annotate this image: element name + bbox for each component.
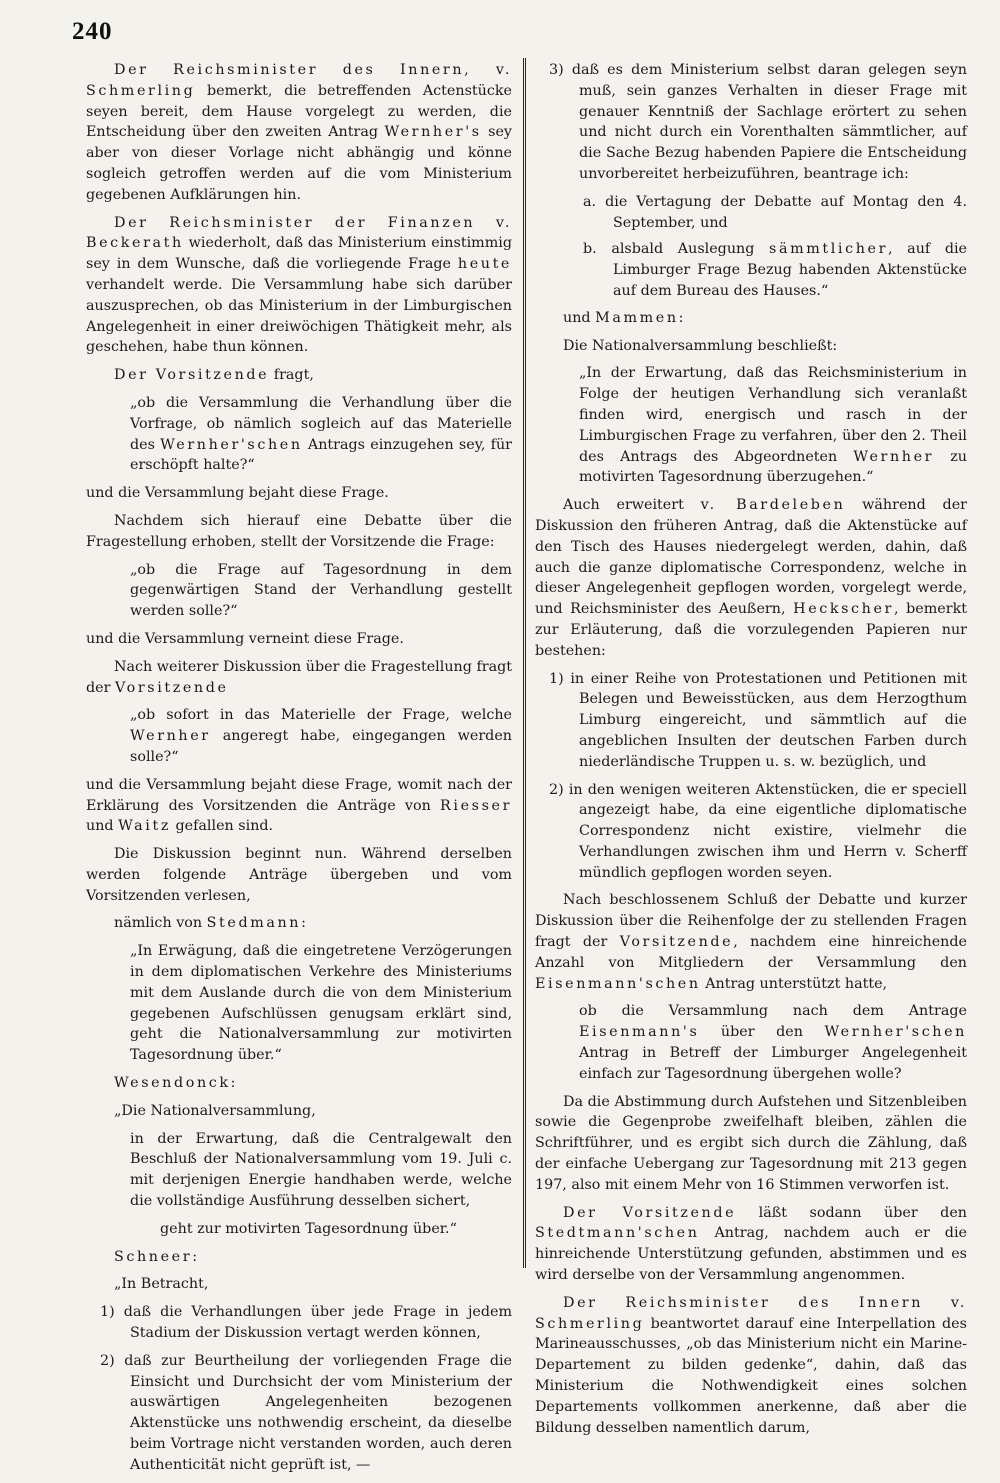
paragraph: und die Versammlung verneint diese Frage. bbox=[86, 630, 404, 647]
quotation: ob die Versammlung nach dem Antrage Eisenmann's über den Wernher'schen Antrag in Betreff der Limburger Angelegenheit einfach zur Tagesordnung übergehen wolle? bbox=[579, 1003, 967, 1082]
quotation: „ob die Frage auf Tagesordnung in dem gegenwärtigen Stand der Verhandlung gestellt werden solle?“ bbox=[130, 561, 512, 620]
paragraph: Wesendonck: bbox=[114, 1075, 236, 1092]
paragraph: Der Reichsminister des Innern v. Schmerling beantwortet darauf eine Interpellation des Marineausschusses, „ob das Ministerium nicht ein Marine-Departement zu bilden gedenke“, dahin, daß das Ministerium die Nothwendigkeit eines solchen Departements vollkommen anerkenne, daß aber die Bildung desselben namentlich darum, bbox=[535, 1294, 967, 1436]
quotation: „In Betracht, bbox=[114, 1276, 209, 1293]
paragraph: und Mammen: bbox=[563, 309, 684, 326]
paragraph: und die Versammlung bejaht diese Frage. bbox=[86, 485, 389, 502]
quotation: geht zur motivirten Tagesordnung über.“ bbox=[160, 1220, 457, 1237]
paragraph: Der Reichsminister der Finanzen v. Beckerath wiederholt, daß das Ministerium einstimmig sey in dem Wunsche, daß die vorliegende Frage heute verhandelt werde. Die Versammlung habe sich darüber auszusprechen, ob das Ministerium in der Limburgischen Angelegenheit in einer dreiwöchigen Thätigkeit mehr, als geschehen, habe thun können. bbox=[86, 214, 512, 356]
left-column bbox=[86, 60, 512, 1483]
paragraph: Der Vorsitzende läßt sodann über den Stedtmann'schen Antrag, nachdem auch er die hinreichende Unterstützung gefunden, abstimmen und es wird derselbe von der Versammlung angenommen. bbox=[535, 1204, 967, 1284]
quotation: „ob sofort in das Materielle der Frage, welche Wernher angeregt habe, eingegangen werden solle?“ bbox=[130, 707, 512, 765]
lettered-item: a. die Vertagung der Debatte auf Montag den 4. September, und bbox=[583, 193, 967, 231]
numbered-item: 2) daß zur Beurtheilung der vorliegenden Frage die Einsicht und Durchsicht der vom Ministerium der auswärtigen Angelegenheiten bezogenen Aktenstücke uns nothwendig erscheint, da dieselbe beim Vortrage nicht verstanden worden, auch deren Authenticität nicht geprüft ist, — bbox=[100, 1352, 513, 1473]
paragraph: nämlich von Stedmann: bbox=[114, 915, 306, 932]
paragraph: Da die Abstimmung durch Aufstehen und Sitzenbleiben sowie die Gegenprobe zweifelhaft bleiben, zählen die Schriftführer, und es ergibt sich durch die Zählung, daß der einfache Uebergang zur Tagesordnung mit 213 gegen 197, also mit einem Mehr von 16 Stimmen verworfen ist. bbox=[535, 1093, 967, 1193]
right-column bbox=[535, 60, 967, 1445]
quotation: „ob die Versammlung die Verhandlung über die Vorfrage, ob nämlich sogleich auf das Materielle des Wernher'schen Antrags einzugehen sey, für erschöpft halte?“ bbox=[130, 394, 512, 474]
paragraph: Auch erweitert v. Bardeleben während der Diskussion den früheren Antrag, daß die Aktenstücke auf den Tisch des Hauses niedergelegt werden, dahin, daß auch die ganze diplomatische Correspondenz, welche in dieser Angelegenheit gepflogen worden, vorgelegt werde, und Reichsminister des Aeußern, Heckscher, bemerkt zur Erläuterung, daß die vorzulegenden Papieren nur bestehen: bbox=[535, 497, 967, 659]
paragraph: Der Reichsminister des Innern, v. Schmerling bemerkt, die betreffenden Actenstücke seyen bereit, dem Hause vorgelegt zu werden, die Entscheidung über den zweiten Antrag Wernher's sey aber von dieser Vorlage nicht abhängig und könne sogleich getroffen werden auf die vom Ministerium gegebenen Aufklärungen hin. bbox=[86, 62, 513, 203]
numbered-item: 2) in den wenigen weiteren Aktenstücken, die er speciell angezeigt habe, da eine eigentliche diplomatische Correspondenz nicht existire, vielmehr die Verhandlungen zwischen ihm und Herrn v. Scherff mündlich gepflogen worden seyen. bbox=[549, 781, 967, 881]
numbered-item: 3) daß es dem Ministerium selbst daran gelegen seyn muß, sein ganzes Verhalten in dieser Frage mit genauer Kenntniß der Sachlage erörtert zu sehen und nicht durch ein Vorenthalten sämmtlicher, auf die Sache Bezug habenden Papiere die Entscheidung unvorbereitet herbeizuführen, beantrage ich: bbox=[549, 62, 968, 182]
quotation: „Die Nationalversammlung, bbox=[114, 1102, 316, 1119]
paragraph: und die Versammlung bejaht diese Frage, womit nach der Erklärung des Vorsitzenden die Anträge von Riesser und Waitz gefallen sind. bbox=[86, 776, 512, 835]
paragraph: Nach weiterer Diskussion über die Fragestellung fragt der Vorsitzende bbox=[86, 658, 512, 696]
lettered-item: b. alsbald Auslegung sämmtlicher, auf die Limburger Frage Bezug habenden Aktenstücke auf dem Bureau des Hauses.“ bbox=[583, 241, 968, 299]
quotation: „In Erwägung, daß die eingetretene Verzögerungen in dem diplomatischen Verkehre des Ministeriums mit dem Auslande durch die von dem Ministerium gegebenen Aufschlüssen genugsam erklärt sind, geht die Nationalversammlung zur motivirten Tagesordnung über.“ bbox=[130, 943, 512, 1064]
paragraph: Der Vorsitzende fragt, bbox=[114, 367, 314, 384]
paragraph: Nach beschlossenem Schluß der Debatte und kurzer Diskussion über die Reihenfolge der zu stellenden Fragen fragt der Vorsitzende, nachdem eine hinreichende Anzahl von Mitgliedern der Versammlung den Eisenmann'schen Antrag unterstützt hatte, bbox=[535, 892, 967, 992]
paragraph: Die Nationalversammlung beschließt: bbox=[563, 337, 838, 354]
column-divider bbox=[523, 58, 526, 1268]
numbered-item: 1) daß die Verhandlungen über jede Frage in jedem Stadium der Diskussion vertagt werden können, bbox=[100, 1304, 513, 1342]
quotation: in der Erwartung, daß die Centralgewalt den Beschluß der Nationalversammlung vom 19. Juli c. mit derjenigen Energie handhaben werde, welche die vollständige Ausführung desselben sichert, bbox=[130, 1130, 512, 1210]
quotation: „In der Erwartung, daß das Reichsministerium in Folge der heutigen Verhandlung sich veranlaßt finden wird, energisch und rasch in der Limburgischen Frage zu verfahren, über den 2. Theil des Antrags des Abgeordneten Wernher zu motivirten Tagesordnung überzugehen.“ bbox=[579, 365, 967, 486]
numbered-item: 1) in einer Reihe von Protestationen und Petitionen mit Belegen und Beweisstücken, aus dem Herzogthum Limburg eingereicht, und sämmtlich auf die angeblichen Insulten der deutschen Farben durch niederländische Truppen u. s. w. bezüglich, und bbox=[549, 670, 967, 770]
paragraph: Schneer: bbox=[114, 1248, 198, 1265]
paragraph: Nachdem sich hierauf eine Debatte über die Fragestellung erhoben, stellt der Vorsitzende die Frage: bbox=[86, 512, 512, 550]
page-number: 240 bbox=[72, 18, 113, 45]
paragraph: Die Diskussion beginnt nun. Während derselben werden folgende Anträge übergeben und vom Vorsitzenden verlesen, bbox=[86, 846, 512, 904]
